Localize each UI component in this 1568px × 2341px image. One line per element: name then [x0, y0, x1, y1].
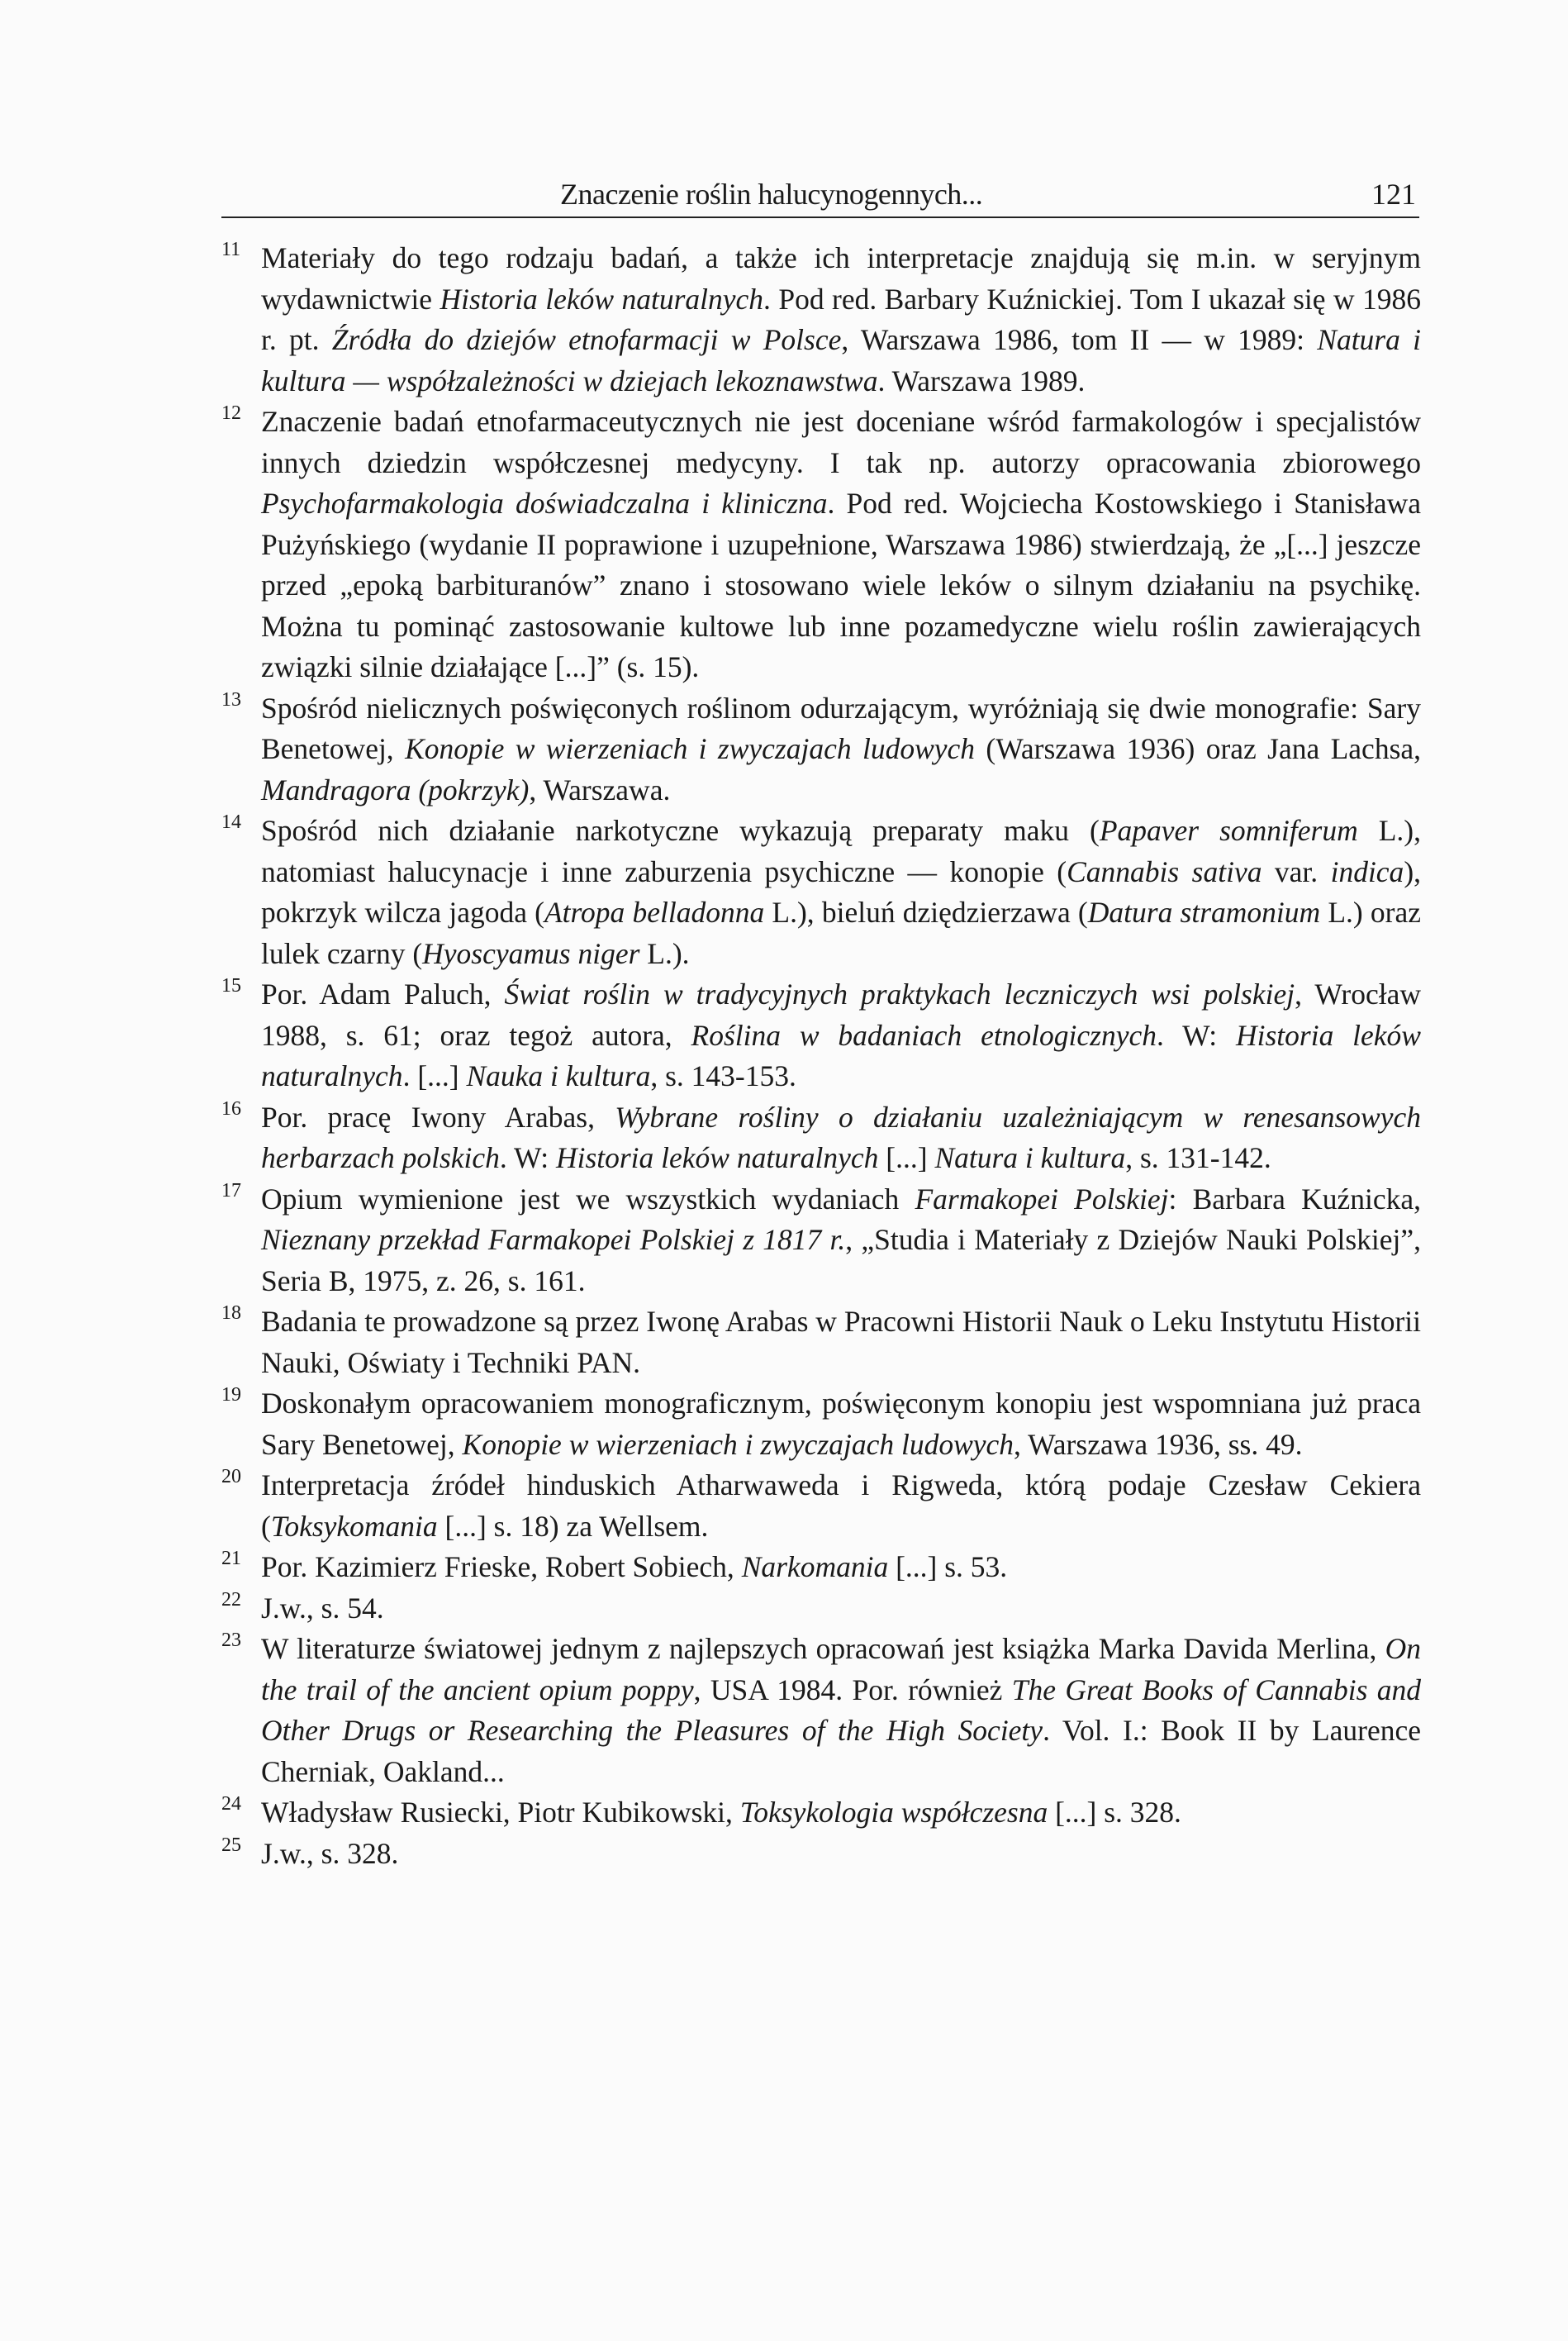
footnote-number: 25 [221, 1834, 241, 1856]
footnote [221, 402, 1421, 688]
footnotes-list [221, 238, 1421, 1874]
footnote-text: Spośród nielicznych poświęconych roślinom odurzającym, wyróżniają się dwie monografie: Sary Benetowej, Konopie w wierzeniach i zwyczajach ludowych (Warszawa 1936) oraz Jana Lachsa, Mandragora (pokrzyk), Warszawa. [261, 691, 1422, 807]
footnote [221, 688, 1421, 811]
footnote [221, 1301, 1421, 1383]
footnote-number: 22 [221, 1588, 241, 1611]
footnote-text: Por. pracę Iwony Arabas, Wybrane rośliny o działaniu uzależniającym w renesansowych herbarzach polskich. W: Historia leków naturalnych [...] Natura i kultura, s. 131-142. [261, 1100, 1421, 1174]
footnote [221, 1792, 1421, 1834]
footnote-number: 18 [221, 1302, 241, 1324]
footnote-number: 13 [221, 688, 241, 711]
footnote-text: Badania te prowadzone są przez Iwonę Arabas w Pracowni Historii Nauk o Leku Instytutu Historii Nauki, Oświaty i Techniki PAN. [261, 1305, 1421, 1379]
footnote-number: 12 [221, 402, 241, 424]
footnote [221, 1465, 1421, 1547]
footnote-number: 16 [221, 1097, 241, 1120]
footnote-text: Znaczenie badań etnofarmaceutycznych nie jest doceniane wśród farmakologów i specjalistów innych dziedzin współczesnej medycyny. I tak np. autorzy opracowania zbiorowego Psychofarmakologia doświadczalna i kliniczna. Pod red. Wojciecha Kostowskiego i Stanisława Pużyńskiego (wydanie II poprawione i uzupełnione, Warszawa 1986) stwierdzają, że „[...] jeszcze przed „epoką barbituranów” znano i stosowano wiele leków o silnym działaniu na psychikę. Można tu pominąć zastosowanie kultowe lub inne pozamedyczne wielu roślin zawierających związki silnie działające [...]” (s. 15). [261, 405, 1421, 683]
footnote-text: W literaturze światowej jednym z najlepszych opracowań jest książka Marka Davida Merlina, On the trail of the ancient opium poppy, USA 1984. Por. również The Great Books of Cannabis and Other Drugs or Researching the Pleasures of the High Society. Vol. I.: Book II by Laurence Cherniak, Oakland... [261, 1632, 1422, 1788]
footnote [221, 1629, 1421, 1792]
footnote-text: Por. Adam Paluch, Świat roślin w tradycyjnych praktykach leczniczych wsi polskiej, Wrocław 1988, s. 61; oraz tegoż autora, Roślina w badaniach etnologicznych. W: Historia leków naturalnych. [...] Nauka i kultura, s. 143-153. [261, 978, 1421, 1092]
running-title: Znaczenie roślin halucynogennych... [560, 178, 983, 211]
footnote-number: 21 [221, 1548, 241, 1569]
footnote-text: J.w., s. 328. [261, 1836, 399, 1870]
footnote-number: 23 [221, 1630, 241, 1651]
footnote-number: 19 [221, 1384, 241, 1406]
footnote [221, 1097, 1421, 1179]
footnote [221, 238, 1421, 402]
footnote [221, 811, 1421, 974]
footnote-text: J.w., s. 54. [261, 1591, 384, 1625]
footnote-text: Spośród nich działanie narkotyczne wykazują preparaty maku (Papaver somniferum L.), natomiast halucynacje i inne zaburzenia psychiczne — konopie (Cannabis sativa var. indica), pokrzyk wilcza jagoda (Atropa belladonna L.), bieluń dziędzierzawa (Datura stramonium L.) oraz lulek czarny (Hyoscyamus niger L.). [261, 814, 1422, 970]
footnote-number: 17 [221, 1179, 241, 1201]
footnote [221, 974, 1421, 1097]
footnote [221, 1547, 1421, 1588]
page-number: 121 [1371, 178, 1416, 211]
footnote [221, 1588, 1421, 1630]
footnote-number: 11 [221, 239, 241, 260]
footnote-text: Doskonałym opracowaniem monograficznym, poświęconym konopiu jest wspomniana już praca Sary Benetowej, Konopie w wierzeniach i zwyczajach ludowych, Warszawa 1936, ss. 49. [261, 1387, 1421, 1461]
footnote-number: 15 [221, 975, 241, 997]
footnote-text: Opium wymienione jest we wszystkich wydaniach Farmakopei Polskiej: Barbara Kuźnicka, Nieznany przekład Farmakopei Polskiej z 1817 r., „Studia i Materiały z Dziejów Nauki Polskiej”, Seria B, 1975, z. 26, s. 161. [261, 1182, 1422, 1297]
footnote-text: Interpretacja źródeł hinduskich Atharwaweda i Rigweda, którą podaje Czesław Cekiera (Toksykomania [...] s. 18) za Wellsem. [261, 1468, 1421, 1543]
page-header [221, 170, 1419, 218]
footnote [221, 1383, 1421, 1465]
footnote-text: Władysław Rusiecki, Piotr Kubikowski, Toksykologia współczesna [...] s. 328. [261, 1796, 1181, 1829]
footnote-text: Por. Kazimierz Frieske, Robert Sobiech, Narkomania [...] s. 53. [261, 1550, 1008, 1583]
footnote-number: 20 [221, 1466, 241, 1487]
footnote [221, 1834, 1421, 1875]
footnote [221, 1179, 1421, 1302]
footnote-text: Materiały do tego rodzaju badań, a także ich interpretacje znajdują się m.in. w seryjnym wydawnictwie Historia leków naturalnych. Pod red. Barbary Kuźnickiej. Tom I ukazał się w 1986 r. pt. Źródła do dziejów etnofarmacji w Polsce, Warszawa 1986, tom II — w 1989: Natura i kultura — współzależności w dziejach lekoznawstwa. Warszawa 1989. [261, 241, 1422, 397]
footnote-number: 24 [221, 1793, 241, 1815]
footnote-number: 14 [221, 811, 241, 833]
